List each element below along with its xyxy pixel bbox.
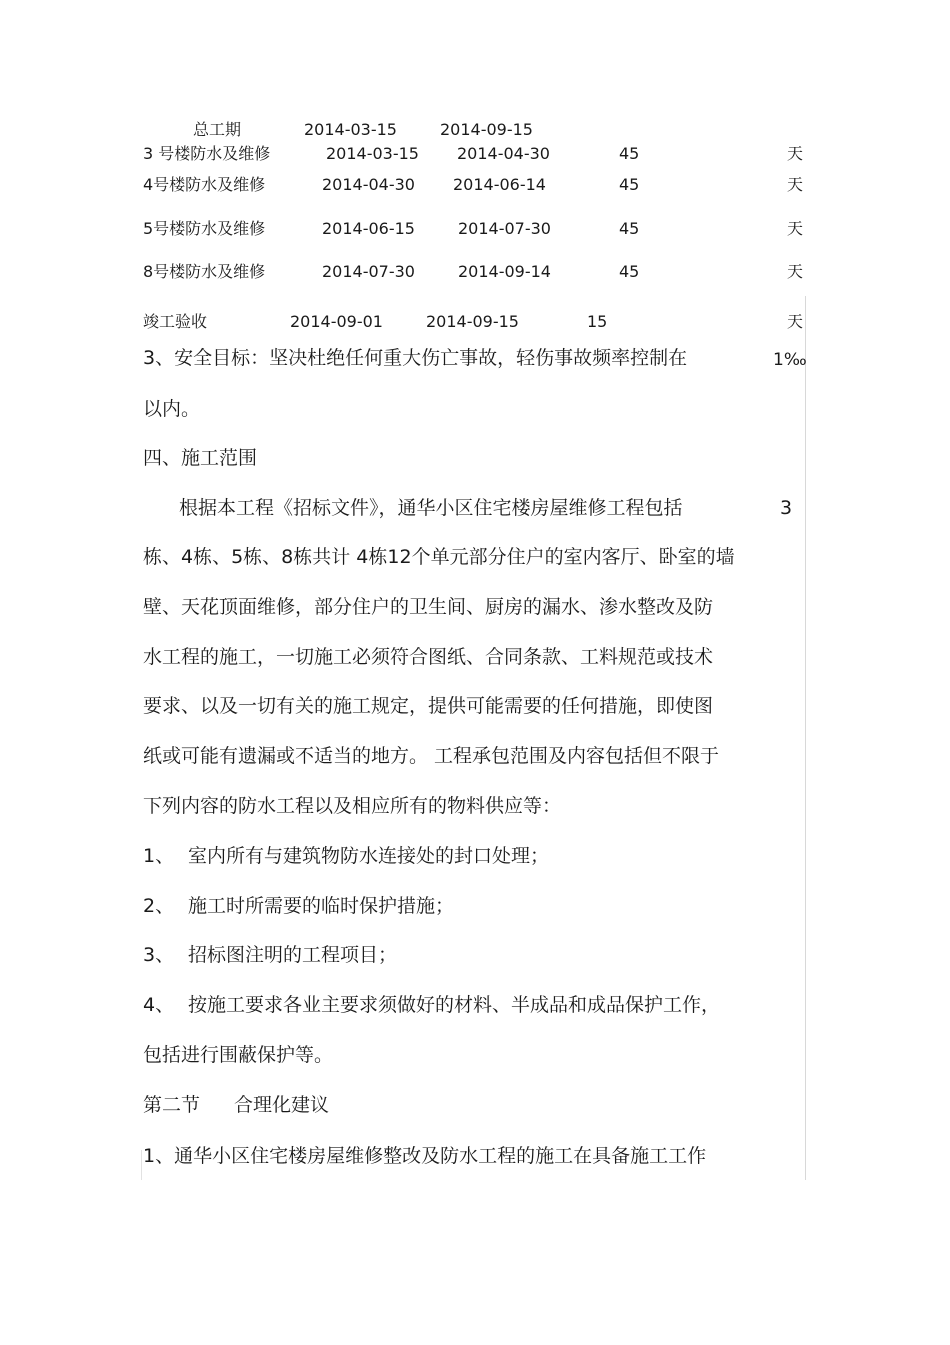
list-number: 3、 xyxy=(143,944,175,966)
row-start: 2014-07-30 xyxy=(322,262,415,281)
list-text: 招标图注明的工程项目； xyxy=(188,944,398,966)
row-name: 5号楼防水及维修 xyxy=(143,219,266,238)
paragraph-line: 壁、天花顶面维修，部分住户的卫生间、厨房的漏水、渗水整改及防 xyxy=(143,596,714,618)
list-text: 按施工要求各业主要求须做好的材料、半成品和成品保护工作， xyxy=(188,994,721,1016)
row-end: 2014-09-15 xyxy=(426,312,519,331)
row-unit: 天 xyxy=(787,312,804,331)
row-start: 2014-03-15 xyxy=(326,144,419,163)
row-name: 3 号楼防水及维修 xyxy=(143,144,271,163)
list-number: 2、 xyxy=(143,895,175,917)
row-days: 45 xyxy=(619,175,640,194)
list-text: 室内所有与建筑物防水连接处的封口处理； xyxy=(188,845,550,867)
paragraph-line: 根据本工程《招标文件》，通华小区住宅楼房屋维修工程包括 xyxy=(179,497,683,519)
row-name: 8号楼防水及维修 xyxy=(143,262,266,281)
page-border-line xyxy=(805,296,806,1180)
paragraph-line-tail: 3 xyxy=(780,497,793,519)
row-unit: 天 xyxy=(787,144,804,163)
paragraph-line: 纸或可能有遗漏或不适当的地方。 工程承包范围及内容包括但不限于 xyxy=(143,745,720,767)
row-end: 2014-04-30 xyxy=(457,144,550,163)
row-days: 15 xyxy=(587,312,608,331)
list-text: 施工时所需要的临时保护措施； xyxy=(188,895,455,917)
paragraph-line: 栋、4栋、5栋、8栋共计 4栋12个单元部分住户的室内客厅、卧室的墙 xyxy=(143,546,735,568)
section-heading: 四、施工范围 xyxy=(143,447,258,469)
row-start: 2014-09-01 xyxy=(290,312,383,331)
list-number: 1、 xyxy=(143,845,175,867)
safety-line: 3、安全目标：坚决杜绝任何重大伤亡事故，轻伤事故频率控制在 xyxy=(143,347,688,369)
row-name: 4号楼防水及维修 xyxy=(143,175,266,194)
row-unit: 天 xyxy=(787,262,804,281)
row-start: 2014-04-30 xyxy=(322,175,415,194)
list-item-continuation: 包括进行围蔽保护等。 xyxy=(143,1044,334,1066)
total-label: 总工期 xyxy=(193,120,242,139)
total-start: 2014-03-15 xyxy=(304,120,397,139)
section-title: 合理化建议 xyxy=(234,1094,330,1116)
total-end: 2014-09-15 xyxy=(440,120,533,139)
row-name: 竣工验收 xyxy=(143,312,208,331)
row-end: 2014-09-14 xyxy=(458,262,551,281)
list-number: 4、 xyxy=(143,994,175,1016)
section-number: 第二节 xyxy=(143,1094,201,1116)
safety-line-cont: 以内。 xyxy=(143,398,201,420)
row-days: 45 xyxy=(619,144,640,163)
row-end: 2014-06-14 xyxy=(453,175,546,194)
page-border-line xyxy=(141,1150,142,1180)
row-end: 2014-07-30 xyxy=(458,219,551,238)
row-unit: 天 xyxy=(787,219,804,238)
paragraph-line: 要求、以及一切有关的施工规定，提供可能需要的任何措施，即使图 xyxy=(143,695,714,717)
row-unit: 天 xyxy=(787,175,804,194)
paragraph-line: 1、通华小区住宅楼房屋维修整改及防水工程的施工在具备施工工作 xyxy=(143,1145,707,1167)
row-start: 2014-06-15 xyxy=(322,219,415,238)
row-days: 45 xyxy=(619,262,640,281)
paragraph-line: 下列内容的防水工程以及相应所有的物料供应等： xyxy=(143,795,562,817)
paragraph-line: 水工程的施工，一切施工必须符合图纸、合同条款、工料规范或技术 xyxy=(143,646,714,668)
row-days: 45 xyxy=(619,219,640,238)
safety-rate: 1‰ xyxy=(773,350,807,370)
